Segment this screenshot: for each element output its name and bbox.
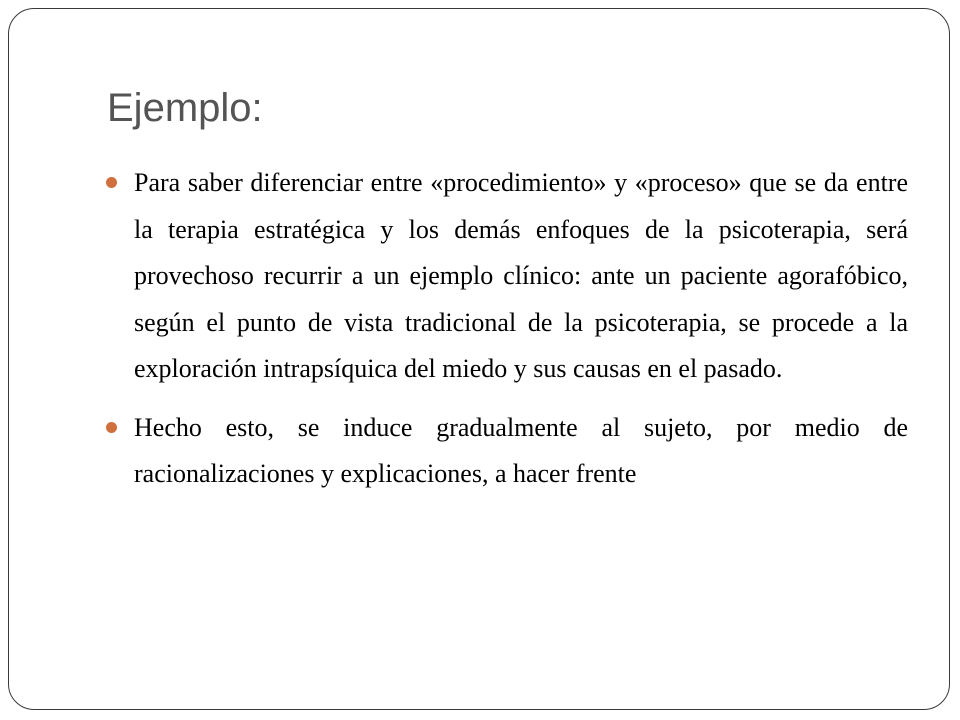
bullet-text-2: Hecho esto, se induce gradualmente al sujeto, por medio de racionalizaciones y explicaciones, a hacer frente xyxy=(134,412,908,488)
bullet-item-1 xyxy=(106,160,908,393)
bullet-marker-icon xyxy=(106,422,117,433)
bullet-list xyxy=(106,160,908,510)
bullet-marker-icon xyxy=(106,177,117,188)
bullet-item-2 xyxy=(106,405,908,498)
bullet-text-1: Para saber diferenciar entre «procedimiento» y «proceso» que se da entre la terapia estratégica y los demás enfoques de la psicoterapia, será provechoso recurrir a un ejemplo clínico: ante un paciente agorafóbico, según el punto de vista tradicional de la psicoterapia, se procede a la exploración intrapsíquica del miedo y sus causas en el pasado. xyxy=(134,168,908,383)
slide-title: Ejemplo: xyxy=(107,86,263,130)
